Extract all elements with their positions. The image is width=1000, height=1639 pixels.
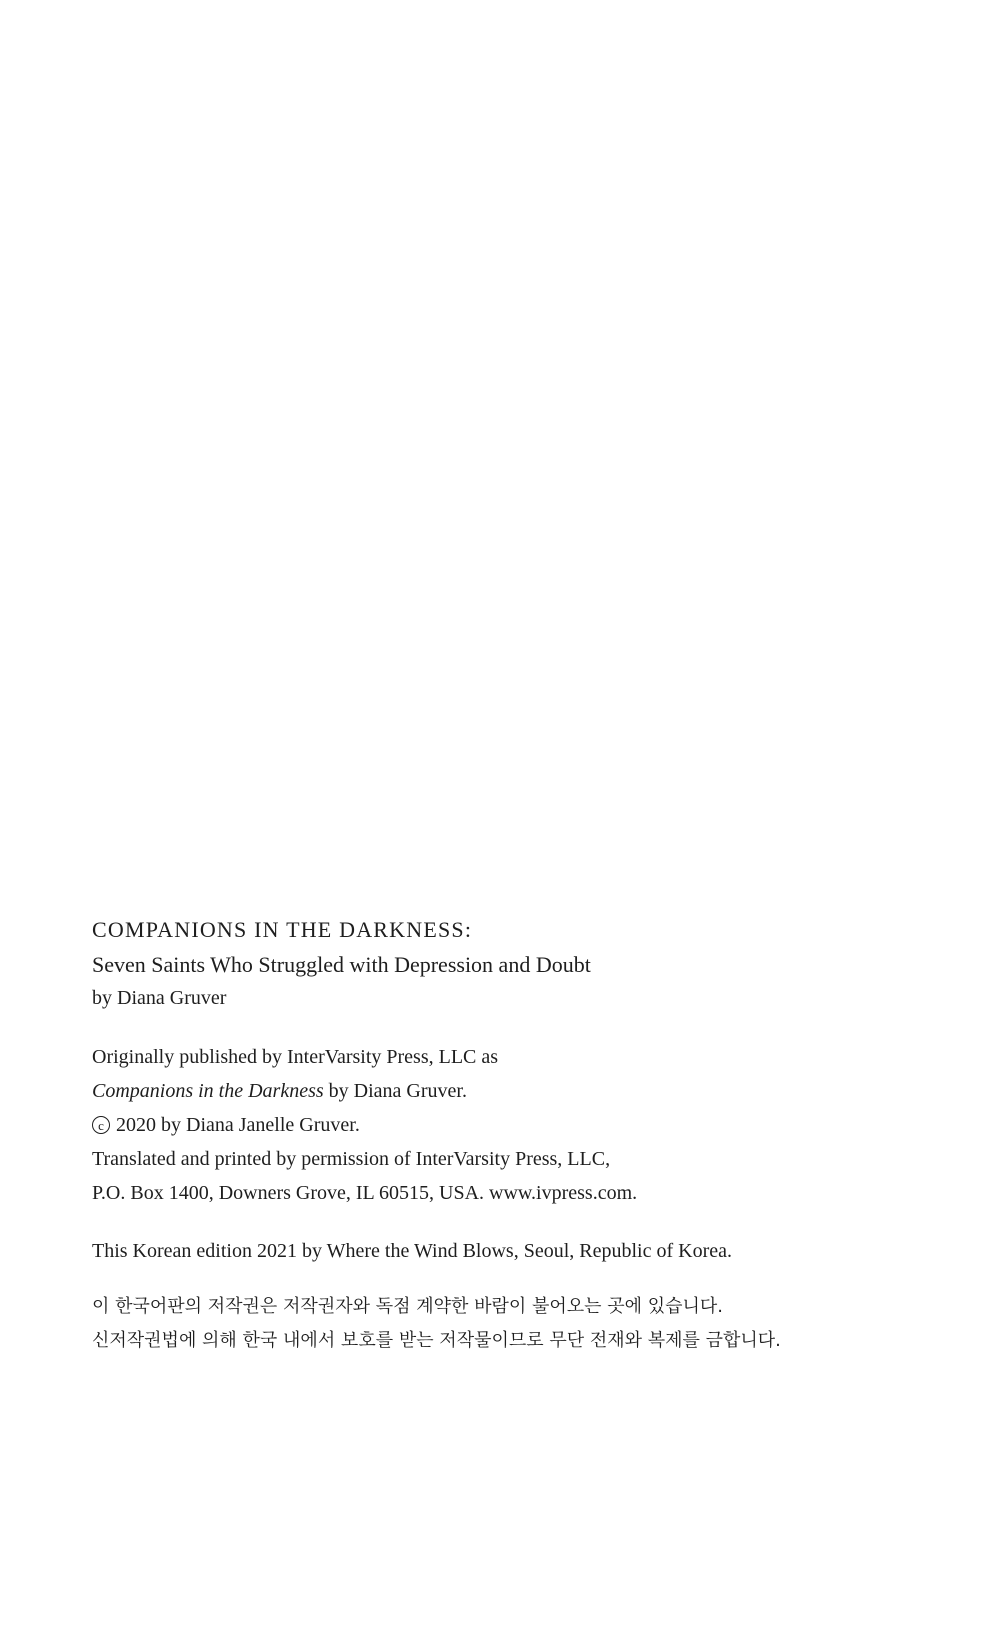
original-title-line: [92, 1074, 952, 1108]
copyright-text: 2020 by Diana Janelle Gruver.: [116, 1114, 360, 1136]
copyright-icon: c: [92, 1116, 110, 1134]
copyright-line: [92, 1108, 952, 1142]
korean-edition-line: This Korean edition 2021 by Where the Wind Blows, Seoul, Republic of Korea.: [92, 1240, 732, 1262]
korean-copyright-notice: [92, 1290, 952, 1358]
original-publication-block: [92, 1040, 952, 1210]
original-title-italic: Companions in the Darkness: [92, 1080, 324, 1102]
book-title: COMPANIONS IN THE DARKNESS:: [92, 917, 473, 942]
address-line: P.O. Box 1400, Downers Grove, IL 60515, USA. www.ivpress.com.: [92, 1182, 638, 1204]
permission-line: Translated and printed by permission of InterVarsity Press, LLC,: [92, 1148, 611, 1170]
original-publisher-line: Originally published by InterVarsity Press, LLC as: [92, 1046, 499, 1068]
korean-notice-line-2: 신저작권법에 의해 한국 내에서 보호를 받는 저작물이므로 무단 전재와 복제를 금합니다.: [92, 1330, 781, 1351]
korean-edition-block: [92, 1234, 952, 1268]
original-title-author: by Diana Gruver.: [323, 1080, 467, 1102]
korean-notice-line-1: 이 한국어판의 저작권은 저작권자와 독점 계약한 바람이 불어오는 곳에 있습니다.: [92, 1296, 724, 1317]
title-block: [92, 912, 952, 1014]
book-subtitle: Seven Saints Who Struggled with Depression and Doubt: [92, 952, 591, 977]
book-author: by Diana Gruver: [92, 987, 227, 1009]
colophon: [92, 912, 952, 1358]
